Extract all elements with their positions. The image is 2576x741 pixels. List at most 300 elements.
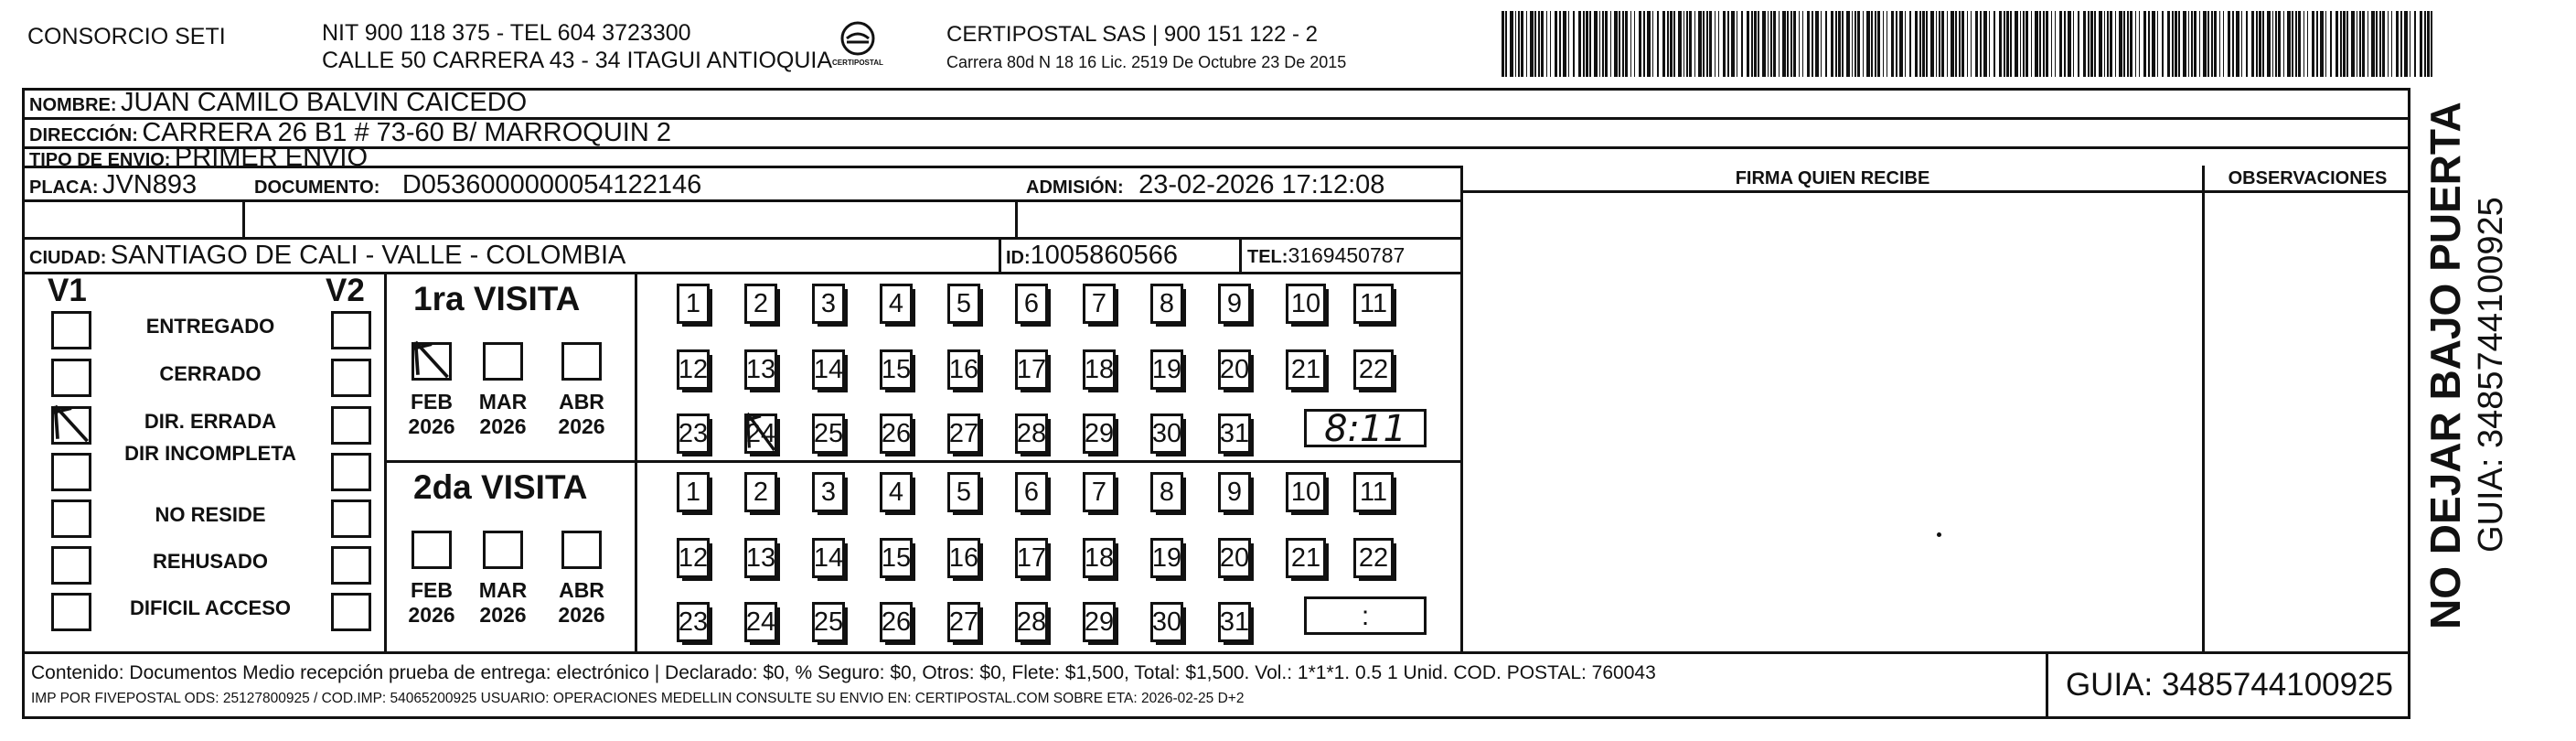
barcode-bar bbox=[1670, 11, 1673, 77]
barcode-bar bbox=[2046, 11, 2048, 77]
day-box-14[interactable] bbox=[812, 349, 845, 390]
tel-row bbox=[1247, 239, 1405, 272]
day-box-26[interactable] bbox=[880, 413, 913, 454]
month-label bbox=[554, 390, 609, 439]
barcode-bar bbox=[2152, 11, 2155, 77]
barcode-bar bbox=[1790, 11, 1792, 77]
admision-value: 23-02-2026 17:12:08 bbox=[1138, 170, 1385, 199]
barcode-bar bbox=[1802, 11, 1803, 77]
day-box-31[interactable] bbox=[1218, 602, 1251, 642]
barcode-bar bbox=[1768, 11, 1769, 77]
reason-label: DIR. ERRADA bbox=[144, 410, 277, 433]
month-year: 2026 bbox=[479, 603, 527, 627]
day-box-30[interactable] bbox=[1150, 413, 1183, 454]
month-checkbox[interactable] bbox=[483, 342, 523, 381]
month-checkbox[interactable] bbox=[561, 531, 602, 569]
barcode-bar bbox=[2107, 11, 2109, 77]
barcode-bar bbox=[2068, 11, 2071, 77]
day-box-28[interactable] bbox=[1015, 602, 1048, 642]
barcode-bar bbox=[2278, 11, 2281, 77]
barcode-bar bbox=[1989, 11, 1990, 77]
day-box-10[interactable] bbox=[1286, 284, 1326, 324]
barcode-bar bbox=[1855, 11, 1856, 77]
barcode-bar bbox=[1709, 11, 1712, 77]
ciudad-row bbox=[29, 239, 625, 272]
visit2-title: 2da VISITA bbox=[413, 468, 588, 506]
footer-line-2: IMP POR FIVEPOSTAL ODS: 25127800925 / COD.IMP: 54065200925 USUARIO: OPERACIONES MEDELLIN CONSULTE SU ENVIO EN: CERTIPOSTAL.COM SOBRE ETA: 2026-02-25 D+2 bbox=[31, 691, 1245, 706]
barcode-bar bbox=[1905, 11, 1906, 77]
reason-v2-checkbox[interactable] bbox=[331, 311, 371, 349]
barcode-bar bbox=[2194, 11, 2197, 77]
firma-header: FIRMA QUIEN RECIBE bbox=[1735, 168, 1930, 188]
day-box-4[interactable] bbox=[880, 472, 913, 512]
day-box-29[interactable] bbox=[1083, 602, 1116, 642]
day-box-25[interactable] bbox=[812, 602, 845, 642]
day-box-12[interactable] bbox=[677, 349, 710, 390]
day-box-21[interactable] bbox=[1286, 538, 1326, 578]
barcode-bar bbox=[2241, 11, 2242, 77]
barcode-bar bbox=[1555, 11, 1557, 77]
barcode-bar bbox=[1541, 11, 1544, 77]
signature-dot bbox=[1937, 532, 1941, 537]
reason-v1-checkbox[interactable] bbox=[51, 453, 91, 491]
placa-value: JVN893 bbox=[102, 170, 198, 199]
reason-v2-checkbox[interactable] bbox=[331, 406, 371, 445]
barcode-bar bbox=[2183, 11, 2186, 77]
barcode-bar bbox=[2031, 11, 2032, 77]
v1-label: V1 bbox=[48, 273, 87, 308]
barcode-bar bbox=[1619, 11, 1620, 77]
handwritten-mark-icon bbox=[48, 402, 94, 446]
col-divider bbox=[1015, 199, 1018, 239]
barcode-bar bbox=[1689, 11, 1692, 77]
barcode-bar bbox=[2340, 11, 2342, 77]
day-box-5[interactable] bbox=[947, 472, 980, 512]
barcode-bar bbox=[1578, 11, 1581, 77]
day-box-19[interactable] bbox=[1150, 538, 1183, 578]
barcode-bar bbox=[1630, 11, 1631, 77]
barcode-bar bbox=[1589, 11, 1591, 77]
barcode-bar bbox=[2400, 11, 2402, 77]
day-box-16[interactable] bbox=[947, 349, 980, 390]
visit2-time: : bbox=[1361, 601, 1370, 631]
day-box-3[interactable] bbox=[812, 284, 845, 324]
day-box-13[interactable] bbox=[744, 349, 777, 390]
barcode-bar bbox=[1741, 11, 1743, 77]
barcode-bar bbox=[1899, 11, 1903, 77]
day-number: 1 bbox=[685, 477, 701, 507]
barcode-bar bbox=[2359, 11, 2361, 77]
barcode-bar bbox=[2207, 11, 2209, 77]
barcode-bar bbox=[1807, 11, 1810, 77]
barcode-bar bbox=[2214, 11, 2217, 77]
barcode-bar bbox=[2316, 11, 2318, 77]
day-box-1[interactable] bbox=[677, 472, 710, 512]
barcode-bar bbox=[1583, 11, 1585, 77]
barcode-bar bbox=[1842, 11, 1844, 77]
day-number: 4 bbox=[888, 477, 904, 507]
barcode-bar bbox=[2259, 11, 2261, 77]
barcode-bar bbox=[1723, 11, 1726, 77]
barcode-bar bbox=[1815, 11, 1819, 77]
barcode-bar bbox=[2379, 11, 2381, 77]
month-checkbox[interactable] bbox=[483, 531, 523, 569]
reason-label: REHUSADO bbox=[153, 550, 268, 573]
day-box-22[interactable] bbox=[1353, 538, 1394, 578]
day-box-25[interactable] bbox=[812, 413, 845, 454]
barcode-bar bbox=[2023, 11, 2025, 77]
month-label bbox=[404, 390, 459, 439]
day-box-15[interactable] bbox=[880, 349, 913, 390]
barcode-bar bbox=[1936, 11, 1937, 77]
row-divider bbox=[384, 460, 1463, 463]
day-box-24[interactable] bbox=[744, 602, 777, 642]
day-box-7[interactable] bbox=[1083, 284, 1116, 324]
side-guia: GUIA: 3485744100925 bbox=[2472, 197, 2510, 553]
day-number: 1 bbox=[685, 288, 701, 318]
col-divider bbox=[2202, 166, 2205, 651]
barcode-bar bbox=[1518, 11, 1520, 77]
barcode-bar bbox=[1747, 11, 1749, 77]
month-year: 2026 bbox=[558, 414, 605, 438]
barcode-bar bbox=[1787, 11, 1789, 77]
day-number: 12 bbox=[678, 542, 709, 573]
day-number: 31 bbox=[1219, 418, 1250, 448]
barcode-bar bbox=[2307, 11, 2308, 77]
col-divider bbox=[1460, 166, 1463, 651]
day-box-6[interactable] bbox=[1015, 472, 1048, 512]
day-box-4[interactable] bbox=[880, 284, 913, 324]
reason-v1-checkbox[interactable] bbox=[51, 593, 91, 631]
admision-row bbox=[1026, 168, 1384, 201]
barcode-bar bbox=[2396, 11, 2399, 77]
tel-label: TEL: bbox=[1247, 247, 1288, 267]
day-number: 30 bbox=[1151, 607, 1182, 637]
barcode-bar bbox=[2073, 11, 2074, 77]
col-divider bbox=[1239, 237, 1242, 274]
day-number: 11 bbox=[1359, 477, 1388, 507]
barcode-bar bbox=[2026, 11, 2028, 77]
day-box-23[interactable] bbox=[677, 413, 710, 454]
day-box-22[interactable] bbox=[1353, 349, 1394, 390]
barcode-bar bbox=[1857, 11, 1860, 77]
day-box-1[interactable] bbox=[677, 284, 710, 324]
direccion-label: DIRECCIÓN: bbox=[29, 125, 138, 145]
reason-v2-checkbox[interactable] bbox=[331, 453, 371, 491]
certipostal-line-2: Carrera 80d N 18 16 Lic. 2519 De Octubre 23 De 2015 bbox=[946, 53, 1347, 71]
barcode-bar bbox=[2167, 11, 2170, 77]
barcode-bar bbox=[1838, 11, 1841, 77]
day-box-27[interactable] bbox=[947, 602, 980, 642]
reason-label: DIR INCOMPLETA bbox=[124, 442, 296, 465]
day-number: 13 bbox=[745, 354, 776, 384]
reason-v1-checkbox[interactable] bbox=[51, 311, 91, 349]
barcode-bar bbox=[1779, 11, 1780, 77]
day-box-16[interactable] bbox=[947, 538, 980, 578]
month-checkbox[interactable] bbox=[561, 342, 602, 381]
day-box-15[interactable] bbox=[880, 538, 913, 578]
day-box-31[interactable] bbox=[1218, 413, 1251, 454]
reason-v2-checkbox[interactable] bbox=[331, 593, 371, 631]
day-number: 10 bbox=[1290, 288, 1321, 318]
barcode-bar bbox=[1821, 11, 1822, 77]
barcode-bar bbox=[2219, 11, 2220, 77]
barcode-bar bbox=[1825, 11, 1827, 77]
barcode-bar bbox=[2371, 11, 2375, 77]
barcode-bar bbox=[1605, 11, 1608, 77]
barcode-bar bbox=[2172, 11, 2174, 77]
barcode-bar bbox=[2020, 11, 2021, 77]
day-number: 21 bbox=[1290, 354, 1321, 384]
row-divider bbox=[22, 272, 1463, 274]
barcode-bar bbox=[1662, 11, 1665, 77]
day-box-24[interactable] bbox=[744, 413, 777, 454]
day-number: 8 bbox=[1159, 477, 1175, 507]
barcode-bar bbox=[1773, 11, 1776, 77]
day-box-19[interactable] bbox=[1150, 349, 1183, 390]
barcode-bar bbox=[1602, 11, 1604, 77]
barcode-bar bbox=[1667, 11, 1669, 77]
barcode-bar bbox=[2203, 11, 2207, 77]
barcode-bar bbox=[1762, 11, 1766, 77]
day-number: 7 bbox=[1091, 288, 1107, 318]
barcode-bar bbox=[2275, 11, 2277, 77]
barcode-bar bbox=[1955, 11, 1957, 77]
day-number: 23 bbox=[678, 607, 709, 637]
reason-label: CERRADO bbox=[159, 362, 262, 385]
placa-label: PLACA: bbox=[29, 177, 99, 198]
barcode-bar bbox=[2246, 11, 2248, 77]
reason-v1-checkbox[interactable] bbox=[51, 499, 91, 538]
barcode-bar bbox=[2119, 11, 2122, 77]
day-box-28[interactable] bbox=[1015, 413, 1048, 454]
day-number: 28 bbox=[1016, 607, 1047, 637]
month-checkbox[interactable] bbox=[412, 342, 452, 381]
reason-v1-checkbox[interactable] bbox=[51, 406, 91, 445]
barcode-bar bbox=[2035, 11, 2038, 77]
month-name: FEB bbox=[411, 390, 453, 413]
barcode-bar bbox=[1891, 11, 1894, 77]
day-box-27[interactable] bbox=[947, 413, 980, 454]
day-box-20[interactable] bbox=[1218, 538, 1251, 578]
barcode-bar bbox=[1610, 11, 1611, 77]
barcode-bar bbox=[2099, 11, 2102, 77]
barcode-bar bbox=[1871, 11, 1873, 77]
day-box-3[interactable] bbox=[812, 472, 845, 512]
visit1-time-box bbox=[1304, 408, 1427, 450]
barcode-bar bbox=[2330, 11, 2332, 77]
barcode-bar bbox=[2362, 11, 2365, 77]
day-number: 6 bbox=[1023, 477, 1040, 507]
visit1-title: 1ra VISITA bbox=[413, 280, 581, 317]
day-box-18[interactable] bbox=[1083, 538, 1116, 578]
barcode-bar bbox=[2043, 11, 2045, 77]
barcode-bar bbox=[2162, 11, 2164, 77]
month-label bbox=[554, 578, 609, 628]
day-number: 17 bbox=[1016, 542, 1047, 573]
barcode-bar bbox=[2351, 11, 2355, 77]
barcode-bar bbox=[1538, 11, 1540, 77]
barcode-bar bbox=[1505, 11, 1507, 77]
barcode-bar bbox=[1634, 11, 1635, 77]
id-value: 1005860566 bbox=[1030, 241, 1178, 270]
col-divider bbox=[242, 199, 245, 239]
barcode-bar bbox=[1694, 11, 1695, 77]
barcode-bar bbox=[2267, 11, 2271, 77]
barcode-bar bbox=[1793, 11, 1796, 77]
barcode-bar bbox=[1975, 11, 1978, 77]
visit1-time: 8:11 bbox=[1324, 408, 1406, 450]
day-number: 20 bbox=[1219, 542, 1250, 573]
barcode-bar bbox=[1909, 11, 1911, 77]
reason-v2-checkbox[interactable] bbox=[331, 546, 371, 585]
day-box-17[interactable] bbox=[1015, 538, 1048, 578]
day-number: 22 bbox=[1358, 354, 1389, 384]
nit-line-2: CALLE 50 CARRERA 43 - 34 ITAGUI ANTIOQUIA bbox=[322, 48, 833, 73]
tel-value: 3169450787 bbox=[1288, 243, 1406, 267]
barcode-bar bbox=[2336, 11, 2338, 77]
barcode-bar bbox=[2251, 11, 2254, 77]
barcode-bar bbox=[2083, 11, 2086, 77]
barcode-bar bbox=[1846, 11, 1850, 77]
month-name: MAR bbox=[478, 390, 528, 413]
day-box-21[interactable] bbox=[1286, 349, 1326, 390]
reason-label: NO RESIDE bbox=[155, 503, 266, 526]
day-box-8[interactable] bbox=[1150, 284, 1183, 324]
barcode-bar bbox=[1622, 11, 1624, 77]
barcode-bar bbox=[2094, 11, 2096, 77]
ciudad-value: SANTIAGO DE CALI - VALLE - COLOMBIA bbox=[110, 241, 626, 270]
barcode-bar bbox=[2283, 11, 2284, 77]
day-number: 15 bbox=[881, 542, 912, 573]
barcode-bar bbox=[1521, 11, 1523, 77]
barcode-bar bbox=[1941, 11, 1944, 77]
barcode-bar bbox=[1961, 11, 1964, 77]
day-box-20[interactable] bbox=[1218, 349, 1251, 390]
barcode-bar bbox=[2211, 11, 2213, 77]
day-box-30[interactable] bbox=[1150, 602, 1183, 642]
logo-text: CERTIPOSTAL bbox=[832, 59, 883, 67]
barcode-bar bbox=[2143, 11, 2146, 77]
ciudad-label: CIUDAD: bbox=[29, 248, 107, 268]
barcode-bar bbox=[2059, 11, 2062, 77]
day-box-13[interactable] bbox=[744, 538, 777, 578]
id-label: ID: bbox=[1006, 248, 1031, 268]
day-box-9[interactable] bbox=[1218, 472, 1251, 512]
day-box-23[interactable] bbox=[677, 602, 710, 642]
barcode-bar bbox=[2236, 11, 2239, 77]
day-box-9[interactable] bbox=[1218, 284, 1251, 324]
day-box-18[interactable] bbox=[1083, 349, 1116, 390]
day-box-10[interactable] bbox=[1286, 472, 1326, 512]
reason-v1-checkbox[interactable] bbox=[51, 546, 91, 585]
day-box-12[interactable] bbox=[677, 538, 710, 578]
month-label bbox=[476, 390, 530, 439]
direccion-value: CARRERA 26 B1 # 73-60 B/ MARROQUIN 2 bbox=[142, 118, 671, 147]
day-box-2[interactable] bbox=[744, 472, 777, 512]
barcode-bar bbox=[1919, 11, 1921, 77]
barcode-bar bbox=[1877, 11, 1880, 77]
handwritten-mark-icon bbox=[409, 338, 454, 381]
barcode-bar bbox=[1563, 11, 1566, 77]
barcode-bar bbox=[2388, 11, 2389, 77]
barcode-bar bbox=[2178, 11, 2180, 77]
reason-v1-checkbox[interactable] bbox=[51, 359, 91, 397]
barcode-bar bbox=[2303, 11, 2304, 77]
day-number: 27 bbox=[948, 418, 979, 448]
barcode-bar bbox=[2148, 11, 2150, 77]
day-box-14[interactable] bbox=[812, 538, 845, 578]
day-box-2[interactable] bbox=[744, 284, 777, 324]
day-number: 24 bbox=[745, 418, 776, 448]
day-box-29[interactable] bbox=[1083, 413, 1116, 454]
day-number: 5 bbox=[956, 288, 972, 318]
day-number: 2 bbox=[753, 477, 769, 507]
day-box-11[interactable] bbox=[1353, 472, 1394, 512]
day-number: 25 bbox=[813, 418, 844, 448]
month-name: MAR bbox=[478, 578, 528, 602]
month-year: 2026 bbox=[408, 414, 455, 438]
day-number: 28 bbox=[1016, 418, 1047, 448]
month-name: FEB bbox=[411, 578, 453, 602]
day-number: 16 bbox=[948, 542, 979, 573]
barcode-bar bbox=[2287, 11, 2291, 77]
barcode-bar bbox=[2199, 11, 2200, 77]
nombre-value: JUAN CAMILO BALVIN CAICEDO bbox=[121, 88, 528, 117]
barcode-bar bbox=[1550, 11, 1551, 77]
barcode-bar bbox=[2312, 11, 2314, 77]
barcode bbox=[1498, 11, 2440, 77]
visit2-time-box bbox=[1304, 596, 1427, 635]
day-box-8[interactable] bbox=[1150, 472, 1183, 512]
day-number: 24 bbox=[745, 607, 776, 637]
barcode-bar bbox=[2424, 11, 2426, 77]
barcode-bar bbox=[1706, 11, 1708, 77]
barcode-bar bbox=[1812, 11, 1813, 77]
barcode-bar bbox=[1657, 11, 1659, 77]
barcode-bar bbox=[1534, 11, 1536, 77]
month-checkbox[interactable] bbox=[412, 531, 452, 569]
reason-label: ENTREGADO bbox=[145, 315, 275, 338]
barcode-bar bbox=[1896, 11, 1897, 77]
barcode-bar bbox=[1546, 11, 1547, 77]
barcode-bar bbox=[2325, 11, 2326, 77]
day-number: 3 bbox=[820, 477, 837, 507]
day-box-7[interactable] bbox=[1083, 472, 1116, 512]
barcode-bar bbox=[2376, 11, 2378, 77]
barcode-bar bbox=[2039, 11, 2041, 77]
barcode-bar bbox=[1594, 11, 1598, 77]
day-box-6[interactable] bbox=[1015, 284, 1048, 324]
barcode-bar bbox=[1782, 11, 1786, 77]
barcode-bar bbox=[1731, 11, 1735, 77]
reason-v2-checkbox[interactable] bbox=[331, 499, 371, 538]
day-number: 6 bbox=[1023, 288, 1040, 318]
reason-v2-checkbox[interactable] bbox=[331, 359, 371, 397]
footer-guia: GUIA: 3485744100925 bbox=[2065, 667, 2394, 703]
barcode-bar bbox=[2431, 11, 2432, 77]
day-box-11[interactable] bbox=[1353, 284, 1394, 324]
barcode-bar bbox=[1751, 11, 1753, 77]
barcode-bar bbox=[2064, 11, 2066, 77]
barcode-bar bbox=[2298, 11, 2301, 77]
day-box-17[interactable] bbox=[1015, 349, 1048, 390]
day-box-5[interactable] bbox=[947, 284, 980, 324]
barcode-bar bbox=[1625, 11, 1628, 77]
day-number: 29 bbox=[1084, 607, 1115, 637]
day-box-26[interactable] bbox=[880, 602, 913, 642]
barcode-bar bbox=[1831, 11, 1833, 77]
